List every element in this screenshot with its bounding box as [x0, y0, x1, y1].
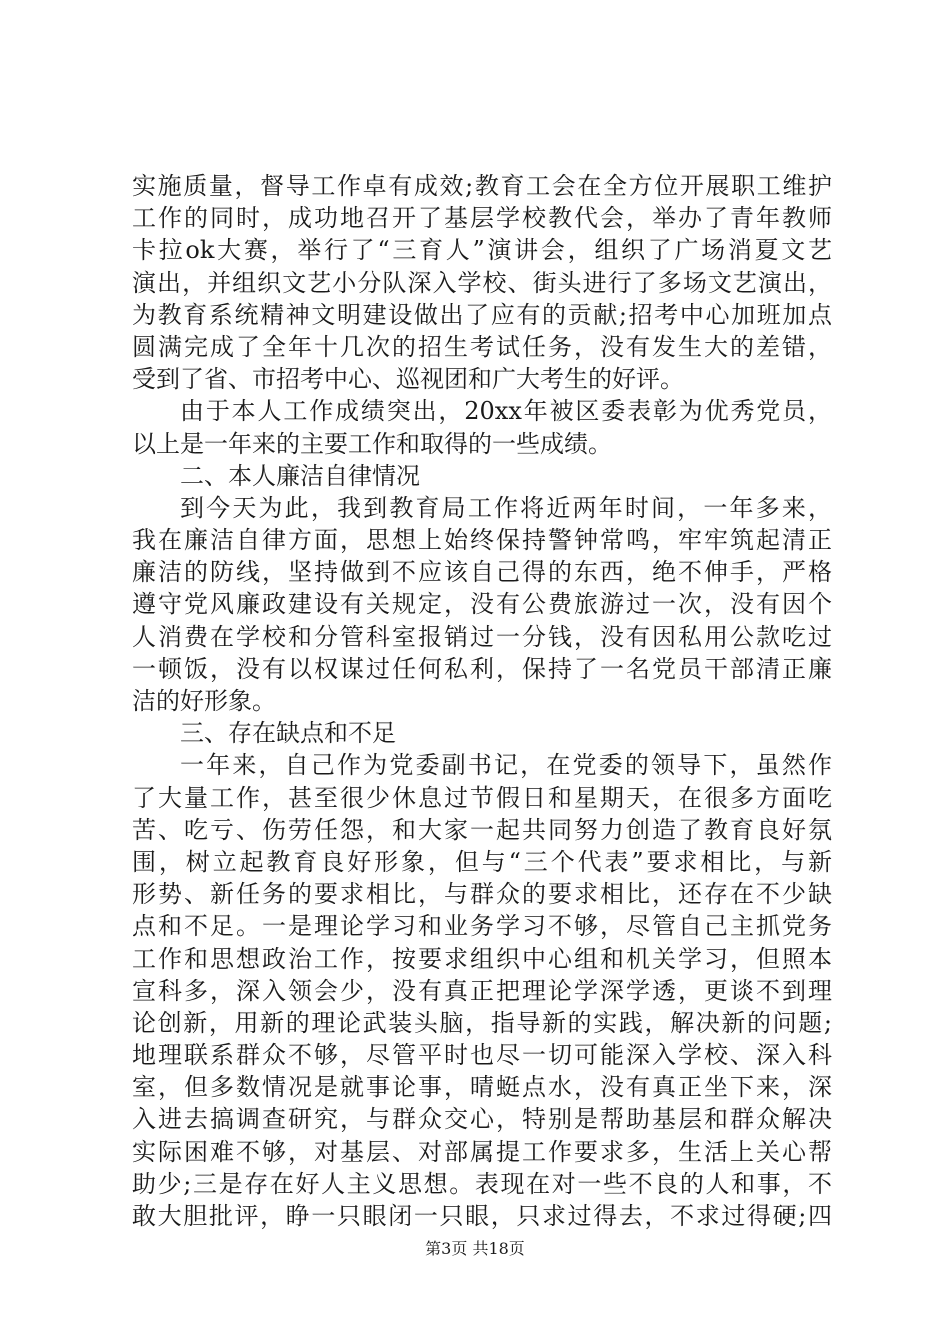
page-footer: 第3页 共18页: [425, 1239, 525, 1258]
text-line: 工作的同时，成功地召开了基层学校教代会，举办了青年教师: [132, 204, 832, 233]
text-line: 助少;三是存在好人主义思想。表现在对一些不良的人和事，不: [132, 1169, 832, 1198]
text-line: 实施质量，督导工作卓有成效;教育工会在全方位开展职工维护: [132, 172, 832, 200]
text-line: 苦、吃亏、伤劳任怨，和大家一起共同努力创造了教育良好氛: [132, 815, 832, 844]
text-line: 形势、新任务的要求相比，与群众的要求相比，还存在不少缺: [132, 880, 832, 909]
text-line: 工作和思想政治工作，按要求组织中心组和机关学习，但照本: [132, 944, 832, 973]
text-line: 了大量工作，甚至很少休息过节假日和星期天，在很多方面吃: [132, 783, 832, 812]
text-line: 三、存在缺点和不足: [180, 719, 396, 748]
text-line: 由于本人工作成绩突出，20xx年被区委表彰为优秀党员，: [180, 397, 832, 426]
text-line: 宣科多，深入领会少，没有真正把理论学深学透，更谈不到理: [132, 976, 832, 1005]
text-line: 人消费在学校和分管科室报销过一分钱，没有因私用公款吃过: [132, 622, 832, 651]
text-line: 敢大胆批评，睁一只眼闭一只眼，只求过得去，不求过得硬;四: [132, 1202, 832, 1230]
text-line: 论创新，用新的理论武装头脑，指导新的实践，解决新的问题;: [132, 1008, 832, 1037]
text-line: 地理联系群众不够，尽管平时也尽一切可能深入学校、深入科: [132, 1041, 832, 1070]
text-line: 入进去搞调查研究，与群众交心，特别是帮助基层和群众解决: [132, 1105, 832, 1134]
document-body: [132, 170, 832, 1232]
text-line: 洁的好形象。: [132, 687, 276, 715]
text-line: 圆满完成了全年十几次的招生考试任务，没有发生大的差错，: [132, 332, 832, 361]
text-line: 点和不足。一是理论学习和业务学习不够，尽管自己主抓党务: [132, 912, 832, 941]
text-line: 实际困难不够，对基层、对部属提工作要求多，生活上关心帮: [132, 1137, 832, 1166]
text-line: 以上是一年来的主要工作和取得的一些成绩。: [132, 429, 612, 458]
text-line: 我在廉洁自律方面，思想上始终保持警钟常鸣，牢牢筑起清正: [132, 526, 832, 555]
text-line: 演出，并组织文艺小分队深入学校、街头进行了多场文艺演出，: [132, 268, 832, 297]
text-line: 一年来，自己作为党委副书记，在党委的领导下，虽然作: [180, 751, 832, 780]
text-line: 到今天为此，我到教育局工作将近两年时间，一年多来，: [180, 493, 832, 522]
text-line: 为教育系统精神文明建设做出了应有的贡献;招考中心加班加点: [132, 300, 832, 329]
text-line: 受到了省、市招考中心、巡视团和广大考生的好评。: [132, 365, 684, 394]
text-line: 卡拉ok大赛，举行了“三育人”演讲会，组织了广场消夏文艺: [132, 236, 832, 265]
text-line: 一顿饭，没有以权谋过任何私利，保持了一名党员干部清正廉: [132, 654, 832, 683]
text-line: 二、本人廉洁自律情况: [180, 461, 420, 490]
text-line: 遵守党风廉政建设有关规定，没有公费旅游过一次，没有因个: [132, 590, 832, 619]
text-line: 室，但多数情况是就事论事，晴蜓点水，没有真正坐下来，深: [132, 1073, 832, 1102]
text-line: 围，树立起教育良好形象，但与“三个代表”要求相比，与新: [132, 847, 832, 876]
text-line: 廉洁的防线，坚持做到不应该自己得的东西，绝不伸手，严格: [132, 558, 832, 587]
